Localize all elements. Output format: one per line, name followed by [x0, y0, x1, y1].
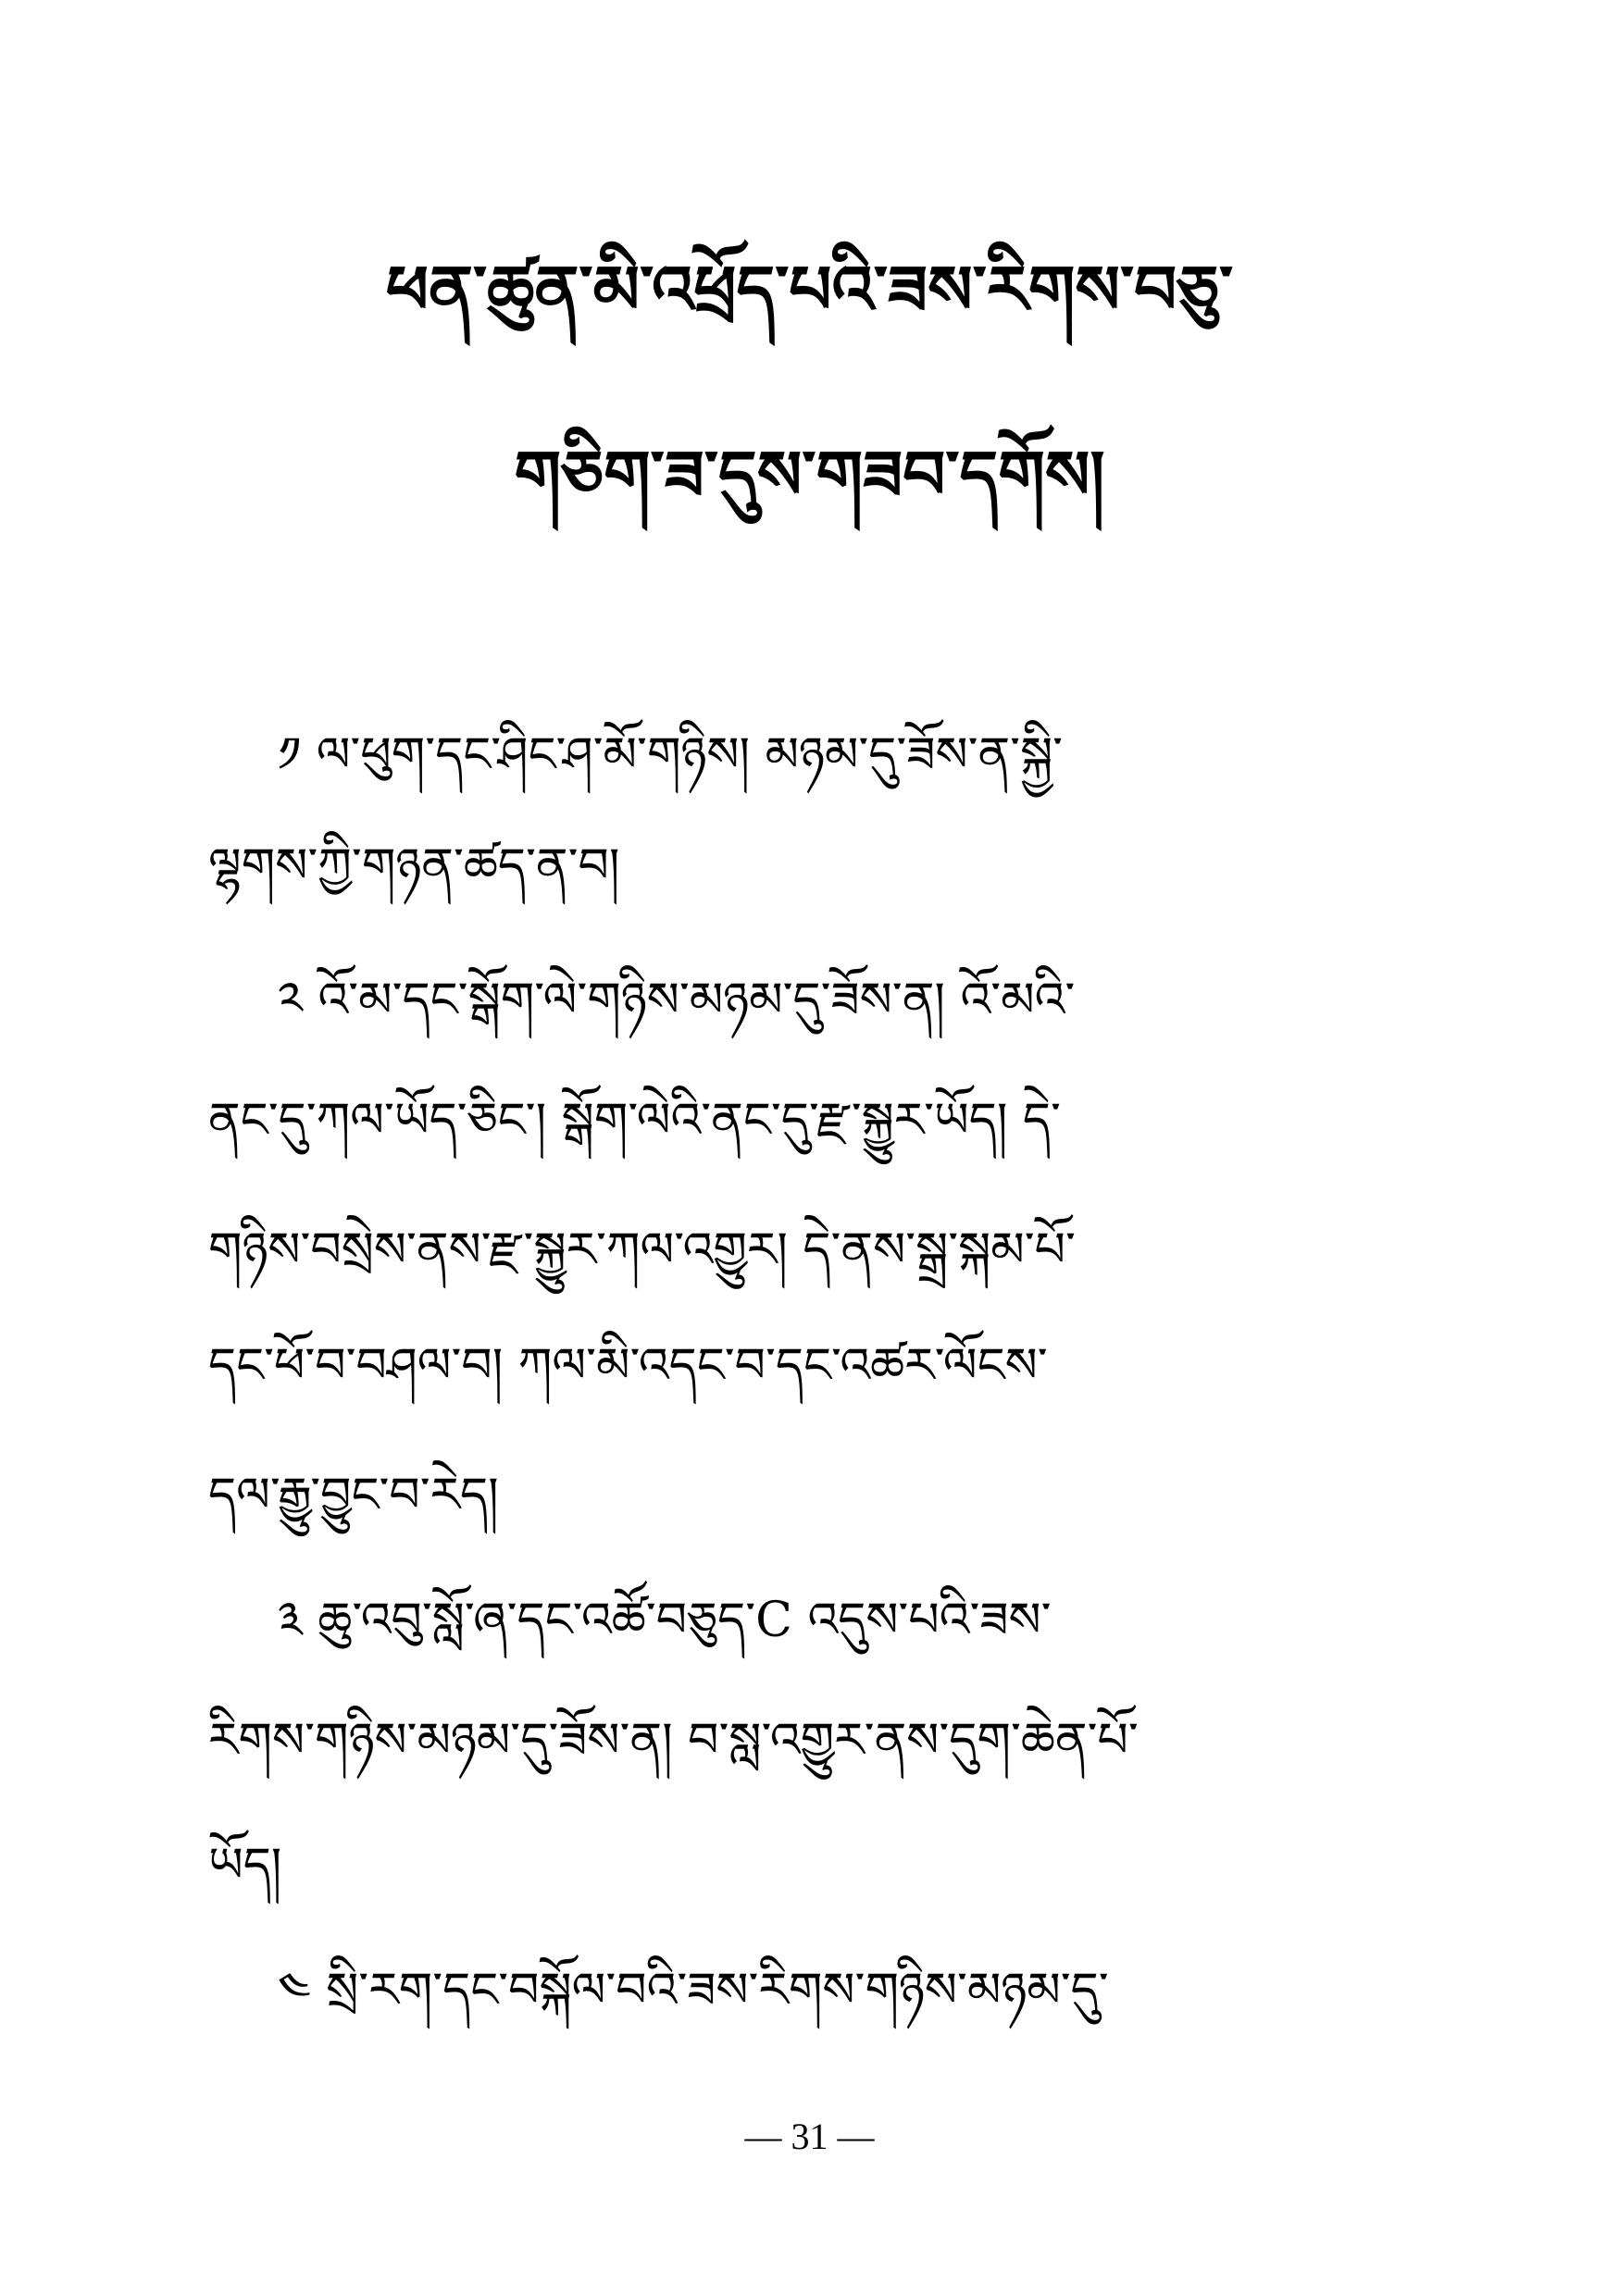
paragraph-2-line-3: གཉིས་བསྲེས་ནས་རྫ་སྐྱུར་ཀལ་འགྱུར། དེ་ནས་སྒྲ་སྐམ་པོ་	[208, 1222, 1076, 1278]
paragraph-2-line-1: ༢ འོ་མ་དང་སྒོག་ལེ་གཉིས་མཉམ་དུ་ཟོས་ན། འོ་མའི་	[278, 973, 1076, 1028]
paragraph-4-line-1: ༤ སྲི་རག་དང་བསྐོལ་བའི་ཟས་རིགས་གཉིས་མཉམ་དུ་	[278, 1963, 1109, 2018]
page-title-line-2: གཅིག་ཟ་དུས་གཟབ་དགོས།	[514, 435, 1105, 514]
paragraph-2-line-5: དལ་རྒྱུ་བྱུང་བ་རེད།	[208, 1468, 499, 1523]
page-title-line-1: ཕན་ཚུན་མི་འཕྲོད་པའི་ཟས་རིགས་བཅུ་	[385, 250, 1234, 329]
paragraph-1-line-1: ༡ ལ་ཕུག་དང་ཤིང་ཤ་མོ་གཉིས། མཉམ་དུ་ཟོས་ན་སྐྱི་	[278, 727, 1064, 783]
paragraph-2-line-4: དང་ཕོ་བ་བཤལ་བ། ཀལ་མི་འདང་བ་དང་འཚར་ལོངས་	[208, 1338, 1048, 1394]
page-number: — 31 —	[744, 2116, 875, 2157]
paragraph-3-line-3: ཡོད།	[208, 1838, 282, 1893]
paragraph-3-line-2: རིགས་གཉིས་མཉམ་དུ་ཟོས་ན། བ་སླ་འགྱུར་ནས་དུག་ཆེན་པོ་	[208, 1713, 1139, 1769]
paragraph-1-line-2: ལྷགས་ཀྱི་གཉན་ཚད་ན་བ།	[208, 838, 620, 894]
paragraph-3-line-1: ༣ ཆུ་འབུ་སློ་ཞ་དང་འཚོ་བཅུད་C འདུས་པའི་ཟས་	[278, 1593, 1052, 1648]
paragraph-2-line-2: ནང་དུ་ཀལ་ཡོད་ཅིང་། སྒོག་ལེའི་ནང་དུ་རྫ་སྐྱུར་ཡོད། དེ་	[208, 1093, 1061, 1148]
